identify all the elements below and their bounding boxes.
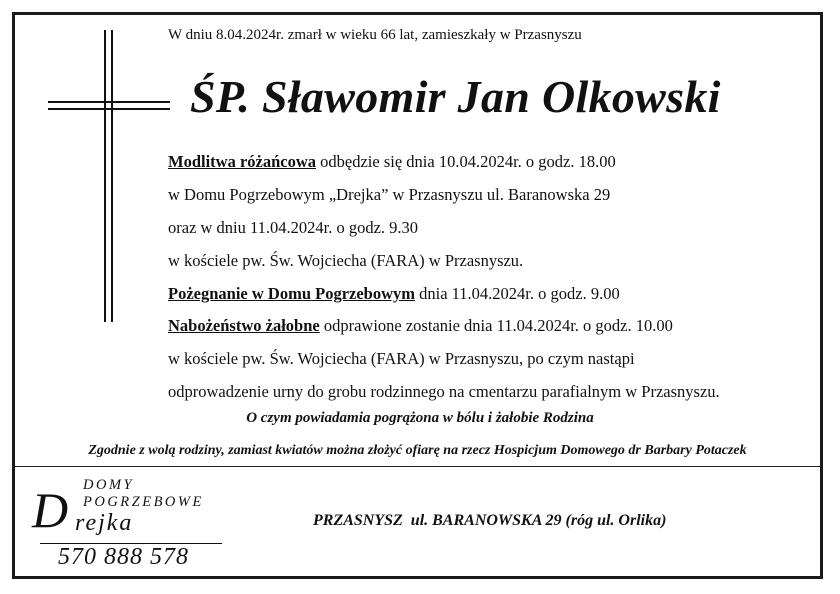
detail-text: oraz w dniu 11.04.2024r. o godz. 9.30: [168, 218, 419, 237]
deceased-name: ŚP. Sławomir Jan Olkowski: [190, 71, 721, 122]
funeral-home-address: PRZASNYSZ ul. BARANOWSKA 29 (róg ul. Orlika): [313, 512, 667, 529]
detail-heading: Nabożeństwo żałobne: [168, 316, 320, 335]
divider: [15, 466, 820, 467]
logo-domy: DOMY: [83, 477, 135, 493]
cross-horizontal-bar: [48, 101, 170, 110]
logo-name: rejka: [75, 510, 134, 536]
detail-text: w kościele pw. Św. Wojciecha (FARA) w Przasnyszu, po czym nastąpi: [168, 349, 635, 368]
detail-heading: Modlitwa różańcowa: [168, 152, 317, 171]
death-announcement: W dniu 8.04.2024r. zmarł w wieku 66 lat, zamieszkały w Przasnyszu: [168, 27, 582, 43]
detail-line-6: [168, 316, 673, 336]
detail-text: odbędzie się dnia 10.04.2024r. o godz. 18.00: [316, 152, 616, 171]
detail-text: odprowadzenie urny do grobu rodzinnego na cmentarzu parafialnym w Przasnyszu.: [168, 382, 720, 401]
family-closing: O czym powiadamia pogrążona w bólu i żałobie Rodzina: [246, 410, 594, 426]
phone-number: 570 888 578: [58, 544, 189, 570]
detail-line-5: [168, 284, 620, 304]
logo-pogrzebowe: POGRZEBOWE: [83, 494, 204, 510]
detail-text: odprawione zostanie dnia 11.04.2024r. o godz. 10.00: [319, 316, 673, 335]
logo-initial: D: [32, 482, 69, 538]
detail-line-2: [168, 185, 610, 205]
detail-line-4: [168, 251, 523, 271]
detail-line-8: [168, 382, 720, 402]
detail-line-3: [168, 218, 418, 238]
donation-note: Zgodnie z wolą rodziny, zamiast kwiatów można złożyć ofiarę na rzecz Hospicjum Domowego dr Barbary Potaczek: [88, 443, 747, 458]
detail-line-7: [168, 349, 635, 369]
detail-text: dnia 11.04.2024r. o godz. 9.00: [415, 284, 620, 303]
cross-vertical-bar: [104, 30, 113, 322]
detail-text: w kościele pw. Św. Wojciecha (FARA) w Przasnyszu.: [168, 251, 524, 270]
detail-line-1: [168, 152, 616, 172]
detail-heading: Pożegnanie w Domu Pogrzebowym: [168, 284, 416, 303]
detail-text: w Domu Pogrzebowym „Drejka” w Przasnyszu ul. Baranowska 29: [168, 185, 611, 204]
